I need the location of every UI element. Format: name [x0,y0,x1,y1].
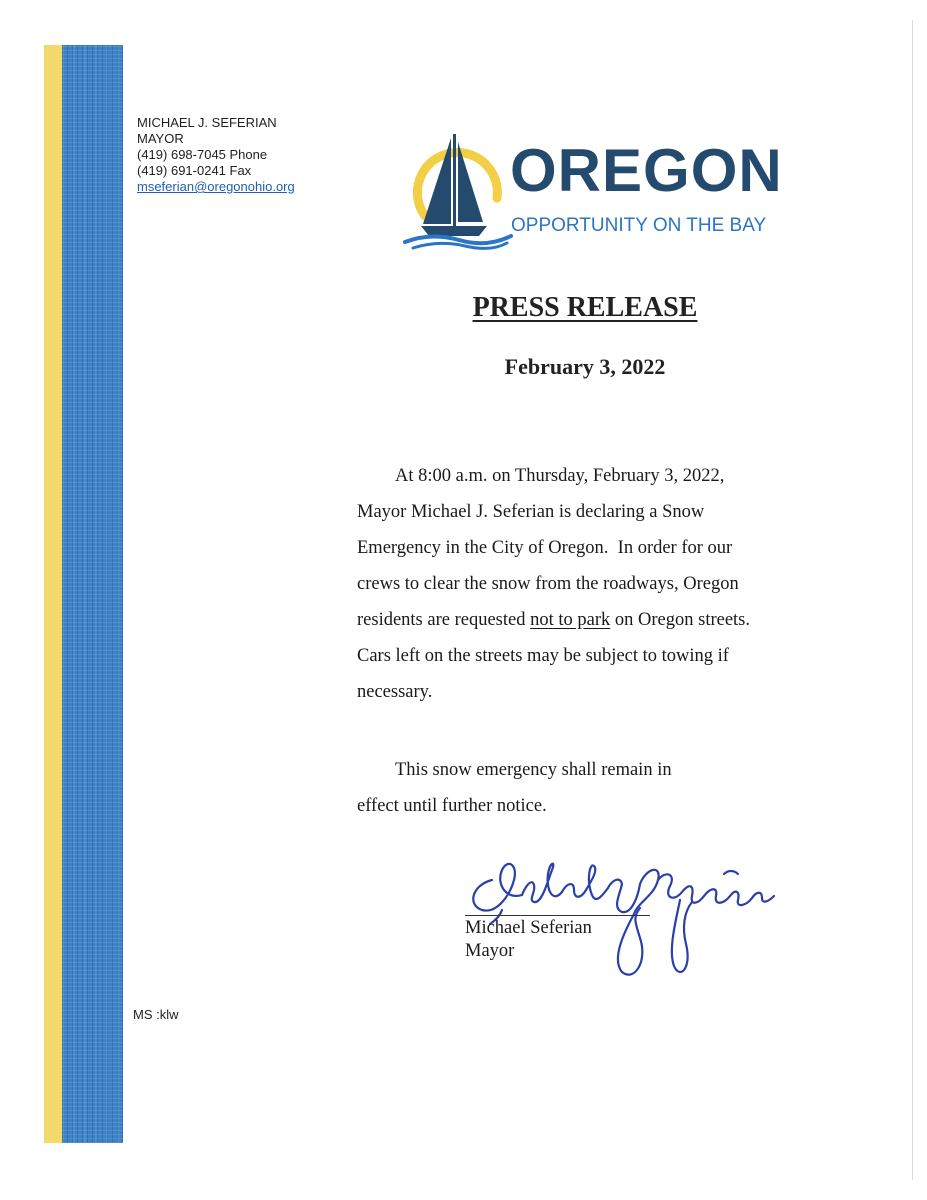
phone-number: (419) 698-7045 Phone [137,147,268,162]
signatory-title: Mayor [465,941,515,961]
paragraph-line: At 8:00 a.m. on Thursday, February 3, 2022, [395,466,725,486]
no-parking-emphasis: not to park [530,610,611,630]
paragraph-line: Cars left on the streets may be subject to towing if [357,646,729,666]
mayor-title: MAYOR [137,131,184,146]
oregon-logo [403,128,783,250]
paragraph-line: necessary. [357,682,433,702]
side-stripe-yellow [44,45,64,1143]
typist-initials: MS :klw [133,1007,179,1022]
mayor-name: MICHAEL J. SEFERIAN [137,115,277,130]
logo-tagline: OPPORTUNITY ON THE BAY [511,215,767,236]
fax-number: (419) 691-0241 Fax [137,163,252,178]
duration-paragraph [357,752,827,824]
paragraph-line: effect until further notice. [357,796,547,816]
announcement-paragraph [357,458,827,710]
handwritten-signature [462,840,782,985]
page-edge [912,20,913,1180]
line-text: residents are requested [357,610,531,630]
paragraph-line-emphasis [357,602,827,638]
release-date: February 3, 2022 [504,354,666,379]
signatory-name: Michael Seferian [465,918,592,938]
email-link[interactable]: mseferian@oregonohio.org [137,179,295,194]
paragraph-line: This snow emergency shall remain in [395,760,672,780]
page-title [380,291,790,325]
sailboat-logo-icon [403,128,513,250]
paragraph-line: Mayor Michael J. Seferian is declaring a Snow [357,502,705,522]
paragraph-line: crews to clear the snow from the roadways, Oregon [357,574,739,594]
logo-city-name: OREGON [510,137,783,204]
paragraph-line: Emergency in the City of Oregon. In order for our [357,538,733,558]
press-release-heading: PRESS RELEASE [472,292,698,323]
line-text: on Oregon streets. [610,610,751,630]
side-stripe-blue [62,45,123,1143]
letterhead-contact [137,115,295,195]
